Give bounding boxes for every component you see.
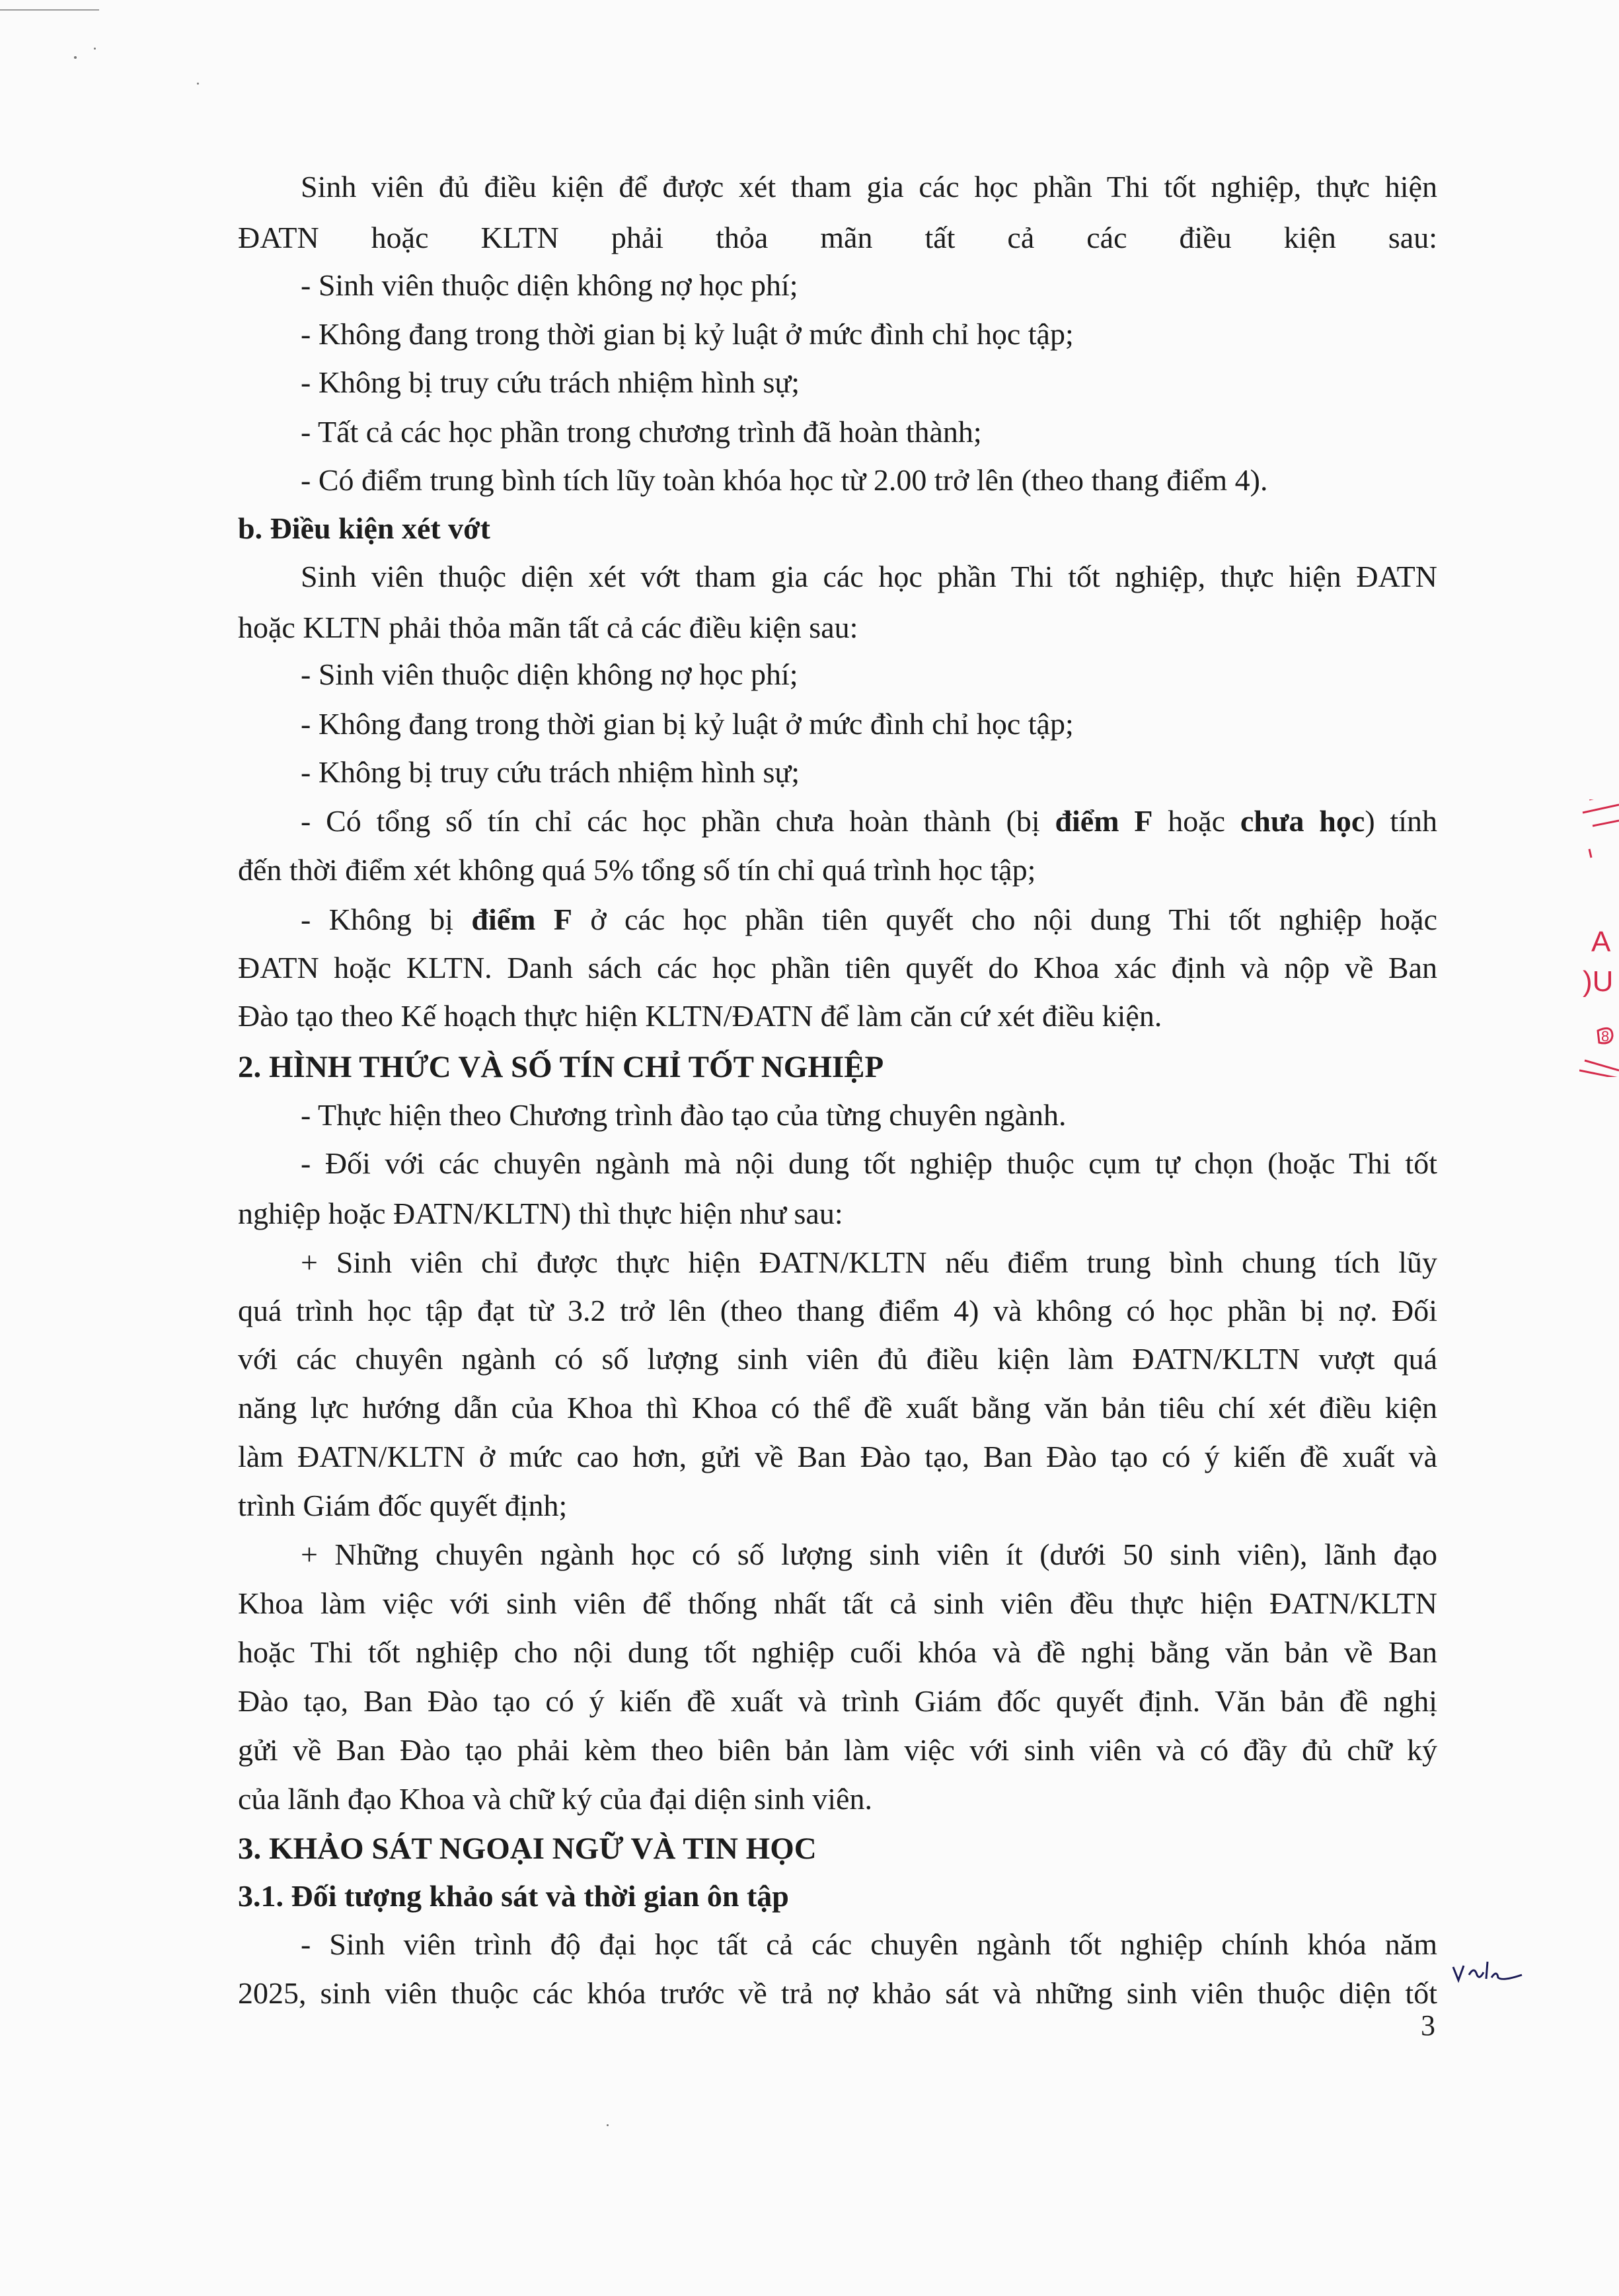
- paragraph-line: đến thời điểm xét không quá 5% tổng số tín chỉ quá trình học tập;: [238, 853, 1036, 887]
- list-item: - Không đang trong thời gian bị kỷ luật ở mức đình chỉ học tập;: [301, 707, 1074, 741]
- text-run: - Không bị: [301, 903, 472, 936]
- list-item: - Sinh viên trình độ đại học tất cả các chuyên ngành tốt nghiệp chính khóa năm: [301, 1927, 1437, 1961]
- paragraph-line: của lãnh đạo Khoa và chữ ký của đại diện sinh viên.: [238, 1782, 872, 1816]
- list-item: + Sinh viên chỉ được thực hiện ĐATN/KLTN nếu điểm trung bình chung tích lũy: [301, 1245, 1437, 1279]
- scan-speck: [607, 2124, 609, 2126]
- paragraph-line: nghiệp hoặc ĐATN/KLTN) thì thực hiện như sau:: [238, 1197, 843, 1230]
- bold-term: chưa học: [1240, 804, 1365, 838]
- paragraph-line: làm ĐATN/KLTN ở mức cao hơn, gửi về Ban Đào tạo, Ban Đào tạo có ý kiến đề xuất và: [238, 1440, 1437, 1473]
- paragraph-line: trình Giám đốc quyết định;: [238, 1489, 568, 1522]
- paragraph-line: hoặc Thi tốt nghiệp cho nội dung tốt nghiệp cuối khóa và đề nghị bằng văn bản về Ban: [238, 1635, 1437, 1669]
- list-item: - Thực hiện theo Chương trình đào tạo của từng chuyên ngành.: [301, 1098, 1067, 1132]
- paragraph-line: gửi về Ban Đào tạo phải kèm theo biên bản làm việc với sinh viên và có đầy đủ chữ ký: [238, 1733, 1437, 1767]
- list-item: - Tất cả các học phần trong chương trình đã hoàn thành;: [301, 415, 982, 449]
- section-subheading: b. Điều kiện xét vớt: [238, 511, 490, 545]
- svg-text:)U: )U: [1583, 965, 1614, 998]
- red-stamp-fragment: [1579, 799, 1619, 1077]
- bold-term: điểm F: [1055, 804, 1153, 838]
- paragraph-line: hoặc KLTN phải thỏa mãn tất cả các điều kiện sau:: [238, 611, 858, 644]
- paragraph-line: Đào tạo theo Kế hoạch thực hiện KLTN/ĐATN để làm căn cứ xét điều kiện.: [238, 999, 1162, 1033]
- svg-text:A: A: [1591, 926, 1611, 958]
- list-item: - Không bị truy cứu trách nhiệm hình sự;: [301, 755, 800, 789]
- scan-edge-line: [0, 9, 99, 11]
- paragraph-line: Sinh viên thuộc diện xét vớt tham gia các học phần Thi tốt nghiệp, thực hiện ĐATN: [301, 560, 1437, 593]
- paragraph-line: với các chuyên ngành có số lượng sinh viên đủ điều kiện làm ĐATN/KLTN vượt quá: [238, 1342, 1437, 1376]
- paragraph-line: Sinh viên đủ điều kiện để được xét tham gia các học phần Thi tốt nghiệp, thực hiện: [301, 170, 1437, 204]
- paragraph-line: quá trình học tập đạt từ 3.2 trở lên (theo thang điểm 4) và không có học phần bị nợ. Đối: [238, 1294, 1437, 1327]
- list-item: - Không đang trong thời gian bị kỷ luật ở mức đình chỉ học tập;: [301, 317, 1074, 351]
- list-item: - Đối với các chuyên ngành mà nội dung tốt nghiệp thuộc cụm tự chọn (hoặc Thi tốt: [301, 1146, 1437, 1180]
- paragraph-line: 2025, sinh viên thuộc các khóa trước về trả nợ khảo sát và những sinh viên thuộc diện tốt: [238, 1976, 1437, 2010]
- handwritten-initials: [1450, 1952, 1523, 1985]
- paragraph-line: Đào tạo, Ban Đào tạo có ý kiến đề xuất và trình Giám đốc quyết định. Văn bản đề nghị: [238, 1684, 1437, 1718]
- section-subheading: 3.1. Đối tượng khảo sát và thời gian ôn tập: [238, 1879, 789, 1913]
- svg-text:8: 8: [1601, 1028, 1610, 1045]
- bold-term: điểm F: [471, 903, 572, 936]
- list-item: - Sinh viên thuộc diện không nợ học phí;: [301, 268, 798, 302]
- text-run: ) tính: [1365, 804, 1437, 838]
- text-run: - Có tổng số tín chỉ các học phần chưa hoàn thành (bị: [301, 804, 1055, 838]
- scan-speck: [94, 48, 96, 50]
- text-run: hoặc: [1152, 804, 1240, 838]
- list-item: [301, 806, 1437, 836]
- paragraph-line: Khoa làm việc với sinh viên để thống nhất tất cả sinh viên đều thực hiện ĐATN/KLTN: [238, 1586, 1437, 1620]
- list-item: - Không bị truy cứu trách nhiệm hình sự;: [301, 365, 800, 399]
- page-number: 3: [1421, 2009, 1435, 2042]
- list-item: + Những chuyên ngành học có số lượng sinh viên ít (dưới 50 sinh viên), lãnh đạo: [301, 1537, 1437, 1571]
- list-item: [301, 905, 1437, 935]
- paragraph-line: năng lực hướng dẫn của Khoa thì Khoa có thể đề xuất bằng văn bản tiêu chí xét điều kiện: [238, 1391, 1437, 1425]
- section-heading: 2. HÌNH THỨC VÀ SỐ TÍN CHỈ TỐT NGHIỆP: [238, 1050, 884, 1084]
- list-item: - Có điểm trung bình tích lũy toàn khóa học từ 2.00 trở lên (theo thang điểm 4).: [301, 463, 1268, 497]
- scan-speck: [74, 56, 77, 59]
- text-run: ở các học phần tiên quyết cho nội dung Thi tốt nghiệp hoặc: [572, 903, 1437, 936]
- scan-speck: [197, 83, 199, 85]
- section-heading: 3. KHẢO SÁT NGOẠI NGỮ VÀ TIN HỌC: [238, 1832, 817, 1866]
- list-item: - Sinh viên thuộc diện không nợ học phí;: [301, 657, 798, 691]
- paragraph-line: ĐATN hoặc KLTN phải thỏa mãn tất cả các điều kiện sau:: [238, 221, 1437, 254]
- paragraph-line: ĐATN hoặc KLTN. Danh sách các học phần tiên quyết do Khoa xác định và nộp về Ban: [238, 951, 1437, 984]
